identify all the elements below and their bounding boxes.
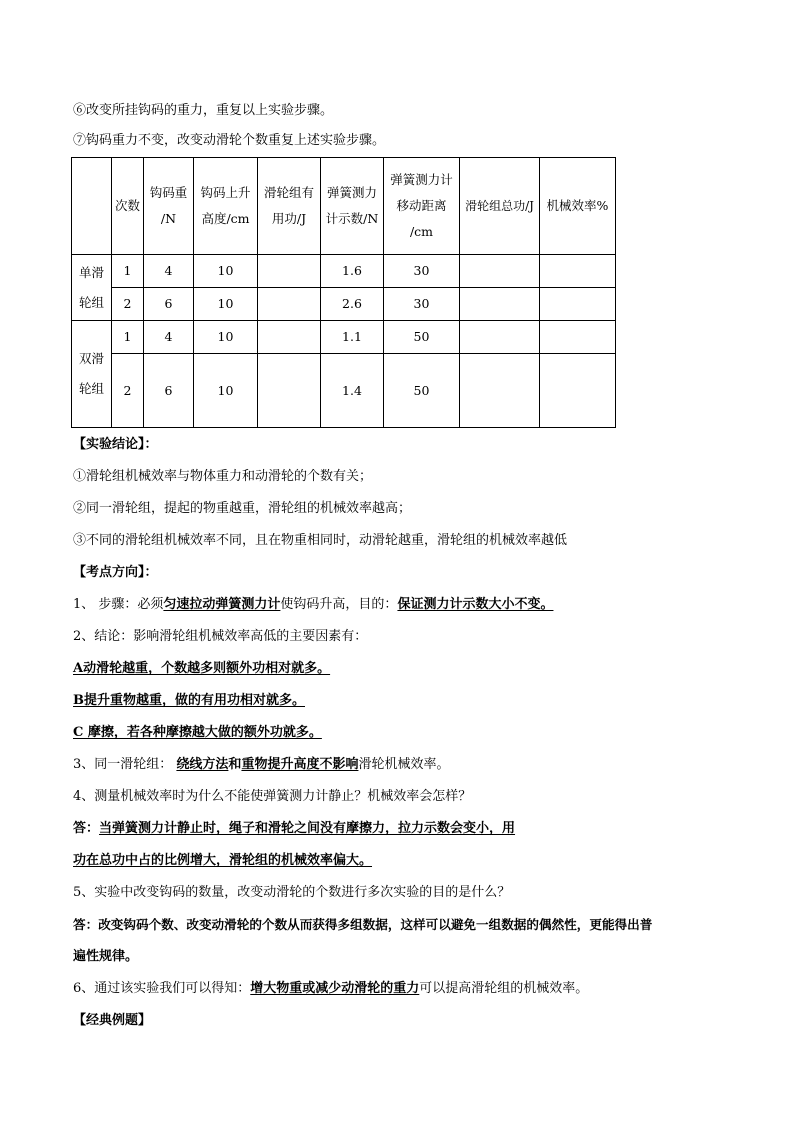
header-efficiency: 机械效率% xyxy=(540,158,616,255)
cell-weight: 6 xyxy=(144,354,194,428)
table-header-row xyxy=(72,158,616,255)
table-row xyxy=(72,321,616,354)
cell-weight: 4 xyxy=(144,321,194,354)
cell-distance: 50 xyxy=(384,354,460,428)
header-total-work: 滑轮组总功/J xyxy=(460,158,540,255)
cell-rise: 10 xyxy=(194,255,258,288)
cell-distance: 30 xyxy=(384,255,460,288)
q1-emphasis-1: 匀速拉动弹簧测力计 xyxy=(163,597,281,612)
conclusion-item-2: ②同一滑轮组，提起的物重越重，滑轮组的机械效率越高； xyxy=(73,501,412,516)
exam-answer-5-line1: 答：改变钩码个数、改变动滑轮的个数从而获得多组数据，这样可以避免一组数据的偶然性，更能得出普 xyxy=(73,917,653,932)
cell-weight: 4 xyxy=(144,255,194,288)
header-spring-distance: 弹簧测力计 移动距离 /cm xyxy=(384,158,460,255)
conclusion-item-1: ①滑轮组机械效率与物体重力和动滑轮的个数有关； xyxy=(73,469,373,484)
cell-trial: 1 xyxy=(112,321,144,354)
cell-total xyxy=(460,255,540,288)
step-6: ⑥改变所挂钩码的重力，重复以上实验步骤。 xyxy=(73,103,334,118)
exam-q5: 5、实验中改变钩码的数量，改变动滑轮的个数进行多次实验的目的是什么？ xyxy=(73,885,511,900)
exam-heading: 【考点方向】： xyxy=(73,565,158,580)
exam-q6: 6、通过该实验我们可以得知：增大物重或减少动滑轮的重力可以提高滑轮组的机械效率。 xyxy=(73,981,589,996)
q1-emphasis-2: 保证测力计示数大小不变。 xyxy=(397,597,554,612)
exam-q3: 3、同一滑轮组： 绕线方法和重物提升高度不影响滑轮机械效率。 xyxy=(73,757,450,772)
header-spring-reading: 弹簧测力 计示数/N xyxy=(321,158,384,255)
exam-q4: 4、测量机械效率时为什么不能使弹簧测力计静止？机械效率会怎样？ xyxy=(73,789,472,804)
exam-answer-c: C 摩擦，若各种摩擦越大做的额外功就多。 xyxy=(73,725,322,740)
table-row xyxy=(72,354,616,428)
classic-heading: 【经典例题】 xyxy=(73,1013,152,1028)
cell-useful xyxy=(258,321,321,354)
header-rise: 钩码上升 高度/cm xyxy=(194,158,258,255)
cell-weight: 6 xyxy=(144,288,194,321)
cell-rise: 10 xyxy=(194,288,258,321)
cell-useful xyxy=(258,354,321,428)
header-blank xyxy=(72,158,112,255)
cell-total xyxy=(460,288,540,321)
cell-distance: 30 xyxy=(384,288,460,321)
cell-trial: 1 xyxy=(112,255,144,288)
conclusion-heading: 【实验结论】： xyxy=(73,437,158,452)
exam-answer-4-line2: 功在总功中占的比例增大，滑轮组的机械效率偏大。 xyxy=(73,853,373,868)
cell-distance: 50 xyxy=(384,321,460,354)
header-trial: 次数 xyxy=(112,158,144,255)
cell-efficiency xyxy=(540,288,616,321)
cell-trial: 2 xyxy=(112,288,144,321)
cell-total xyxy=(460,354,540,428)
table-row xyxy=(72,255,616,288)
exam-answer-a: A动滑轮越重，个数越多则额外功相对就多。 xyxy=(73,661,331,676)
exam-answer-b: B提升重物越重，做的有用功相对就多。 xyxy=(73,693,305,708)
cell-reading: 1.4 xyxy=(321,354,384,428)
experiment-table xyxy=(71,157,616,428)
header-weight: 钩码重 /N xyxy=(144,158,194,255)
cell-efficiency xyxy=(540,321,616,354)
cell-rise: 10 xyxy=(194,354,258,428)
exam-q2: 2、结论：影响滑轮组机械效率高低的主要因素有： xyxy=(73,629,368,644)
exam-q1: 1、 步骤：必须匀速拉动弹簧测力计使钩码升高，目的：保证测力计示数大小不变。 xyxy=(73,597,554,612)
table-row xyxy=(72,288,616,321)
exam-answer-4-line1: 答：当弹簧测力计静止时，绳子和滑轮之间没有摩擦力，拉力示数会变小，用 xyxy=(73,821,516,836)
cell-rise: 10 xyxy=(194,321,258,354)
conclusion-item-3: ③不同的滑轮组机械效率不同，且在物重相同时，动滑轮越重，滑轮组的机械效率越低 xyxy=(73,533,568,548)
cell-reading: 1.1 xyxy=(321,321,384,354)
cell-total xyxy=(460,321,540,354)
cell-efficiency xyxy=(540,255,616,288)
cell-reading: 2.6 xyxy=(321,288,384,321)
step-7: ⑦钩码重力不变，改变动滑轮个数重复上述实验步骤。 xyxy=(73,133,386,148)
cell-trial: 2 xyxy=(112,354,144,428)
cell-reading: 1.6 xyxy=(321,255,384,288)
group-double-pulley: 双滑 轮组 xyxy=(72,321,112,428)
cell-useful xyxy=(258,255,321,288)
header-useful-work: 滑轮组有 用功/J xyxy=(258,158,321,255)
cell-useful xyxy=(258,288,321,321)
group-single-pulley: 单滑 轮组 xyxy=(72,255,112,321)
exam-answer-5-line2: 遍性规律。 xyxy=(73,949,139,964)
cell-efficiency xyxy=(540,354,616,428)
